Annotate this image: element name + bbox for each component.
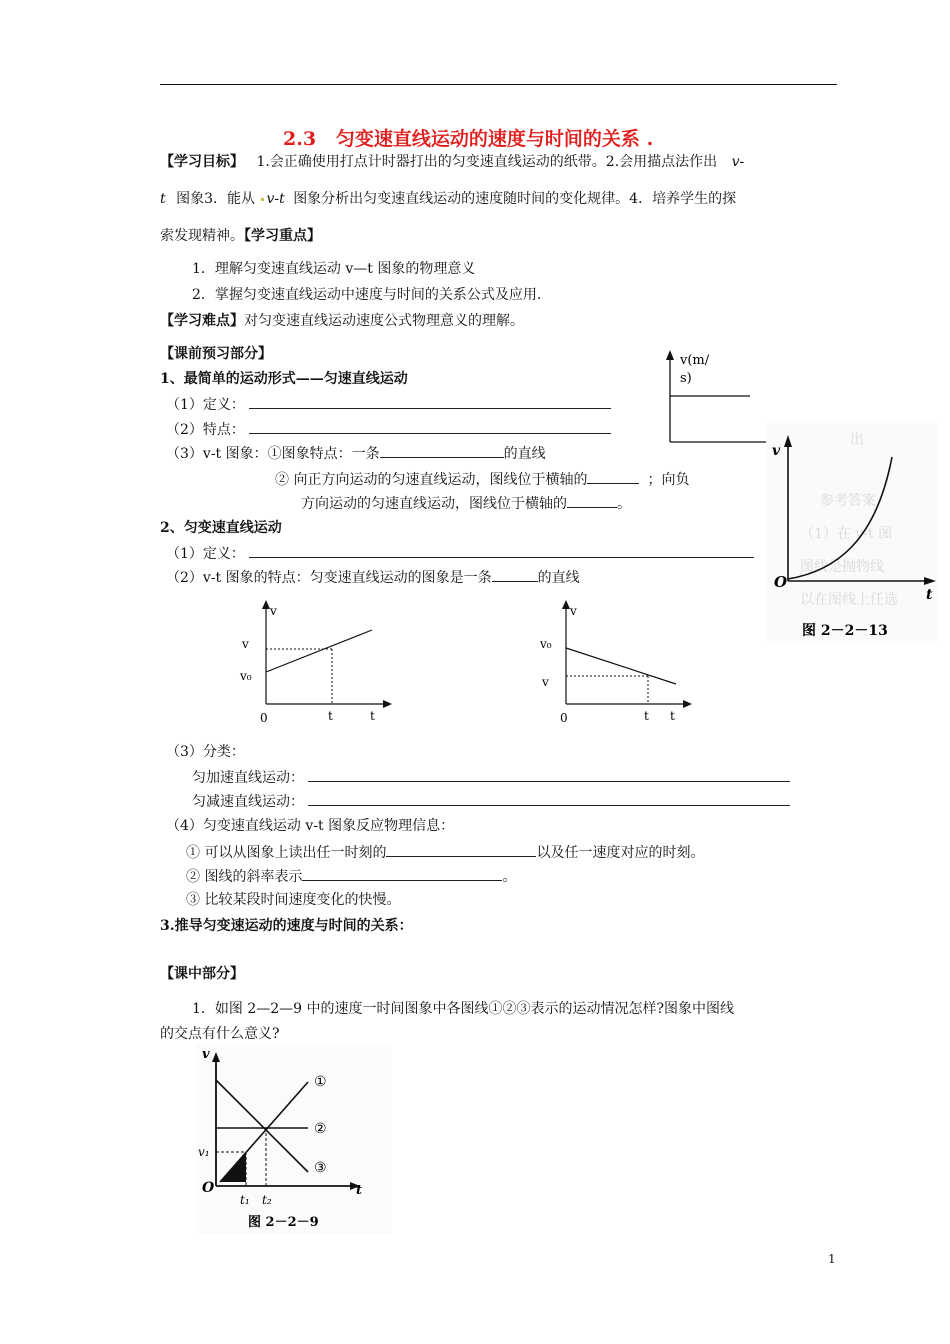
bg-text-2: 参考答案 <box>820 493 876 509</box>
graph-acc-xarrow <box>383 700 392 708</box>
s1-c3-a: 方向运动的匀速直线运动，图线位于横轴的 <box>301 496 567 512</box>
header-rule <box>160 84 837 85</box>
s1-vt-a: （3）v-t 图象：①图象特点：一条 <box>166 446 380 462</box>
bg-text-5: 以在图线上任选 <box>800 592 898 608</box>
graph-uniform-ylabel2: s) <box>680 371 692 386</box>
goals-label: 【学习目标】 <box>160 154 244 170</box>
s2-def-label: （1）定义： <box>166 546 245 562</box>
s2-def-blank[interactable] <box>249 543 754 558</box>
question-1-line-1: 1．如图 2—2—9 中的速度一时间图象中各图线①②③表示的运动情况怎样?图象中图线 <box>192 1001 735 1017</box>
graph-acc-t1: t <box>328 709 333 723</box>
graph-curve-xarrow <box>924 577 936 585</box>
bg-text-1: 出 <box>850 432 864 448</box>
fig-229-t1: t₁ <box>240 1193 250 1207</box>
graph-acc-origin: 0 <box>260 711 268 725</box>
goals-text-3: 索发现精神。 <box>160 228 244 244</box>
graph-acc-v: v <box>242 637 249 651</box>
fig-229-yaxis-label: v <box>202 1047 210 1062</box>
s1-case-2 <box>275 469 689 490</box>
fig-229-label-1: ① <box>314 1074 327 1090</box>
graph-dec-t2: t <box>670 709 675 723</box>
s1-vt-blank[interactable] <box>380 443 504 458</box>
graph-acc-t2: t <box>370 709 375 723</box>
s1-c2-b: ；向负 <box>647 472 690 488</box>
goals-t: t <box>160 191 166 207</box>
s1-c3-blank[interactable] <box>567 493 617 508</box>
s2-i2-end: 。 <box>502 869 517 885</box>
s2-info-3: ③ 比较某段时间速度变化的快慢。 <box>186 892 401 908</box>
s1-vt <box>166 443 546 464</box>
key-point-2: 2．掌握匀变速直线运动中速度与时间的关系公式及应用. <box>192 287 542 303</box>
section-3-title: 3.推导匀变速运动的速度与时间的关系： <box>160 918 413 934</box>
goals-text-1: 1.会正确使用打点计时器打出的匀变速直线运动的纸带。2.会用描点法作出 <box>256 154 718 170</box>
fig-229-bg <box>196 1044 392 1234</box>
s2-i1-b: 以及任一速度对应的时刻。 <box>536 845 705 861</box>
graph-curve <box>766 421 938 643</box>
s1-c2-a: ② 向正方向运动的匀速直线运动，图线位于横轴的 <box>275 472 588 488</box>
s2-i2-blank[interactable] <box>302 866 502 881</box>
graph-curve-line <box>788 457 892 579</box>
graph-dec-xarrow <box>683 700 692 708</box>
goals-vt-2: v-t <box>266 191 285 207</box>
s2-info: （4）匀变速直线运动 v-t 图象反应物理信息： <box>166 818 455 834</box>
fig-229-caption: 图 2－2－9 <box>248 1215 319 1230</box>
s2-i1-blank[interactable] <box>386 842 536 857</box>
graph-dec-origin: 0 <box>560 711 568 725</box>
graph-dec-v: v <box>542 675 549 689</box>
graph-acc-yarrow <box>262 600 270 609</box>
mark-dot <box>261 198 264 201</box>
question-1-line-2: 的交点有什么意义? <box>160 1026 280 1042</box>
graph-dec-yarrow <box>562 600 570 609</box>
graph-2-2-9 <box>196 1044 392 1234</box>
fig-229-t2: t₂ <box>262 1193 272 1207</box>
key-label: 【学习重点】 <box>244 228 321 244</box>
graph-curve-ylabel: v <box>772 443 781 459</box>
graph-dec-t1: t <box>644 709 649 723</box>
title-text: 匀变速直线运动的速度与时间的关系 <box>335 128 640 150</box>
graph-uniform <box>660 348 770 448</box>
goals-vt-1: v- <box>731 154 745 170</box>
graph-dec-v0: v₀ <box>540 637 552 651</box>
s1-vt-b: 的直线 <box>503 446 546 462</box>
s2-acc-label: 匀加速直线运动： <box>192 770 304 786</box>
section-1-title: 1、最简单的运动形式——匀速直线运动 <box>160 371 408 387</box>
s1-feat-blank[interactable] <box>249 419 611 434</box>
graph-uniform-ylabel: v(m/ <box>680 353 710 368</box>
page-number: 1 <box>828 1252 836 1266</box>
graph-decelerating <box>536 598 696 728</box>
graph-acc-axis: v <box>270 604 277 618</box>
s2-decelerating <box>192 791 790 812</box>
s1-c3-b: 。 <box>617 496 631 512</box>
graph-acc-v0: v₀ <box>240 669 252 683</box>
goals-text-2b: 图象分析出匀变速直线运动的速度随时间的变化规律。4．培养学生的探 <box>293 191 737 207</box>
goals-line-2 <box>160 189 736 209</box>
difficulty-label: 【学习难点】 <box>160 313 244 329</box>
title-suffix: . <box>646 128 654 150</box>
s1-definition <box>166 394 611 415</box>
preview-label: 【课前预习部分】 <box>160 346 272 362</box>
s2-accelerating <box>192 767 790 788</box>
key-point-1: 1．理解匀变速直线运动 v—t 图象的物理意义 <box>192 261 476 277</box>
s1-def-label: （1）定义： <box>166 397 245 413</box>
s2-feat-a: （2）v-t 图象的特点：匀变速直线运动的图象是一条 <box>166 570 492 586</box>
s2-dec-blank[interactable] <box>308 791 790 806</box>
lesson-label: 【课中部分】 <box>160 966 244 982</box>
title-number: 2.3 <box>283 128 317 150</box>
s2-i1-a: ① 可以从图象上读出任一时刻的 <box>186 845 387 861</box>
s2-i2: ② 图线的斜率表示 <box>186 869 303 885</box>
graph-dec-line <box>566 648 676 684</box>
goals-text-2a: 图象3．能从 <box>176 191 256 207</box>
goals-line-1 <box>160 152 744 172</box>
fig-229-origin: O <box>202 1180 215 1196</box>
s2-feature <box>166 567 580 588</box>
fig-229-label-3: ③ <box>314 1160 327 1176</box>
s2-definition <box>166 543 754 564</box>
graph-acc-line <box>266 630 372 672</box>
graph-uniform-arrow <box>666 350 674 360</box>
fig-229-label-2: ② <box>314 1121 327 1137</box>
s2-feat-b: 的直线 <box>537 570 580 586</box>
s2-classification: （3）分类： <box>166 744 245 760</box>
fig-229-v1: v₁ <box>198 1145 210 1159</box>
bg-text-4: 图线是抛物线 <box>800 559 884 575</box>
s2-dec-label: 匀减速直线运动： <box>192 794 304 810</box>
s2-info-1 <box>186 842 704 863</box>
s2-acc-blank[interactable] <box>308 767 790 782</box>
s1-def-blank[interactable] <box>249 394 611 409</box>
fig-229-x: t <box>356 1183 363 1198</box>
graph-curve-origin: O <box>774 573 788 591</box>
s1-case-3 <box>301 493 631 514</box>
page-title <box>283 124 653 151</box>
graph-dec-axis: v <box>570 604 577 618</box>
s1-feat-label: （2）特点： <box>166 422 245 438</box>
graph-curve-caption: 图 2－2－13 <box>802 623 888 639</box>
section-2-title: 2、匀变速直线运动 <box>160 520 282 536</box>
goals-line-3 <box>160 226 321 246</box>
graph-accelerating <box>236 598 396 728</box>
difficulty <box>160 311 524 331</box>
s1-feature <box>166 419 611 440</box>
s2-feat-blank[interactable] <box>492 567 538 582</box>
difficulty-text: 对匀变速直线运动速度公式物理意义的理解。 <box>244 313 524 329</box>
s2-info-2 <box>186 866 516 887</box>
bg-text-3: （1）在 v-t 图 <box>800 526 893 542</box>
graph-curve-yarrow <box>784 435 792 447</box>
s1-c2-blank[interactable] <box>587 469 639 484</box>
graph-curve-xlabel: t <box>926 587 933 603</box>
